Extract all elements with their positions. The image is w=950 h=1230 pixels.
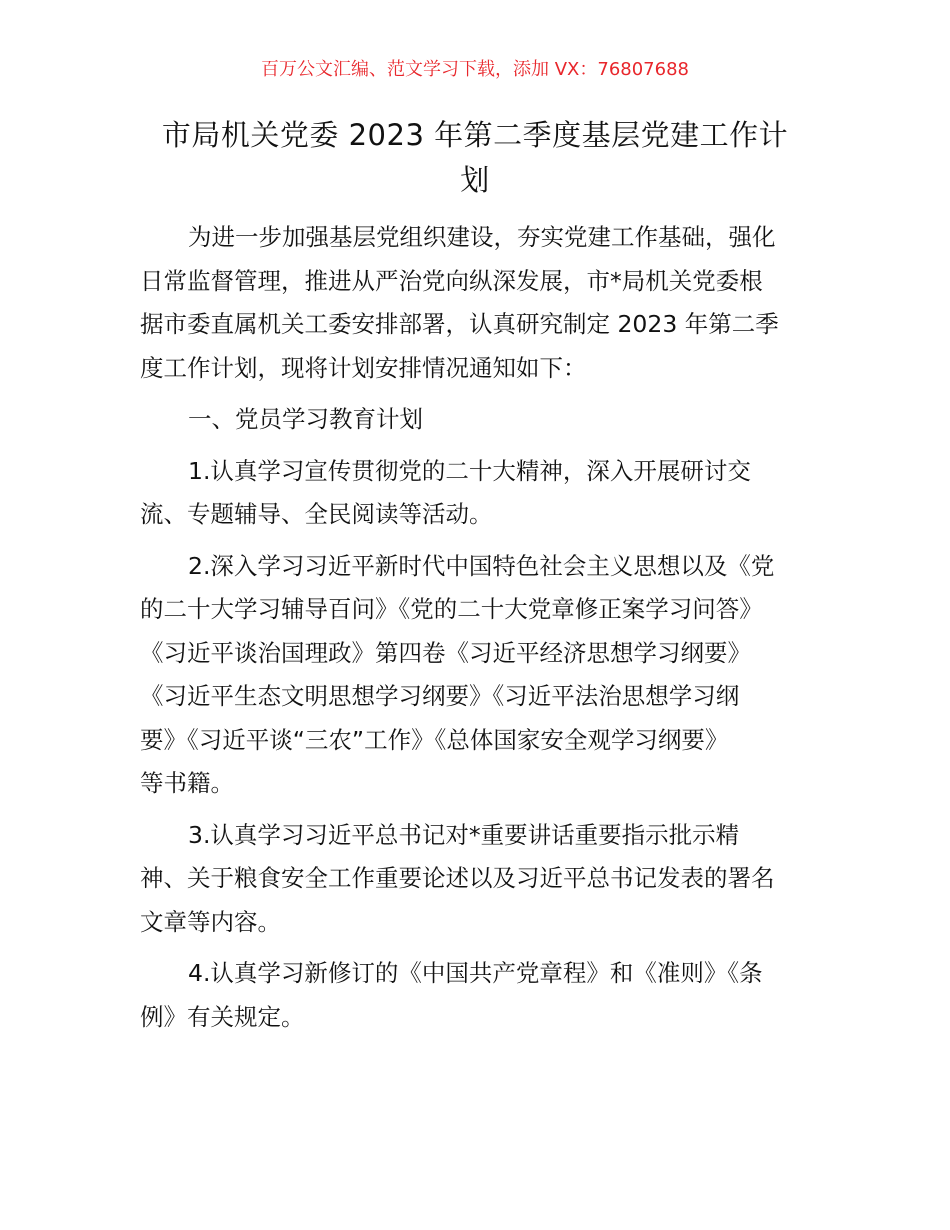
title-line: 划 [460, 163, 490, 197]
text-line: 一、党员学习教育计划 [188, 405, 423, 433]
text-line: 度工作计划，现将计划安排情况通知如下： [140, 353, 587, 382]
text-line: 的二十大学习辅导百问》《党的二十大党章修正案学习问答》 [140, 595, 763, 623]
text-line: 神、关于粮食安全工作重要论述以及习近平总书记发表的署名 [140, 864, 775, 892]
document-title [130, 113, 820, 203]
text-line: 4.认真学习新修订的《中国共产党章程》和《准则》《条 [188, 959, 763, 987]
text-line: 3.认真学习习近平总书记对*重要讲话重要指示批示精 [188, 820, 740, 849]
text-line: 例》有关规定。 [140, 1002, 305, 1031]
text-line: 为进一步加强基层党组织建设，夯实党建工作基础，强化 [188, 223, 776, 251]
title-line: 市局机关党委 2023 年第二季度基层党建工作计 [161, 118, 789, 152]
item-paragraph-1 [140, 450, 812, 537]
text-line: 流、专题辅导、全民阅读等活动。 [140, 500, 493, 528]
text-line: 《习近平生态文明思想学习纲要》《习近平法治思想学习纲 [140, 682, 740, 710]
item-paragraph-2 [140, 545, 812, 806]
text-line: 要》《习近平谈“三农”工作》《总体国家安全观学习纲要》 [140, 725, 729, 754]
item-paragraph-4 [140, 952, 812, 1039]
document-body [140, 216, 812, 1047]
section-heading [140, 398, 812, 442]
text-line: 2.深入学习习近平新时代中国特色社会主义思想以及《党 [188, 551, 775, 580]
intro-paragraph [140, 216, 812, 390]
text-line: 据市委直属机关工委安排部署，认真研究制定 2023 年第二季 [140, 310, 779, 338]
text-line: 等书籍。 [140, 769, 234, 797]
item-paragraph-3 [140, 814, 812, 945]
text-line: 1.认真学习宣传贯彻党的二十大精神，深入开展研讨交 [188, 456, 751, 485]
text-line: 《习近平谈治国理政》第四卷《习近平经济思想学习纲要》 [140, 638, 751, 667]
text-line: 日常监督管理，推进从严治党向纵深发展，市*局机关党委根 [140, 266, 763, 295]
text-line: 文章等内容。 [140, 907, 281, 936]
watermark-header: 百万公文汇编、范文学习下载，添加 VX：76807688 [261, 59, 689, 80]
